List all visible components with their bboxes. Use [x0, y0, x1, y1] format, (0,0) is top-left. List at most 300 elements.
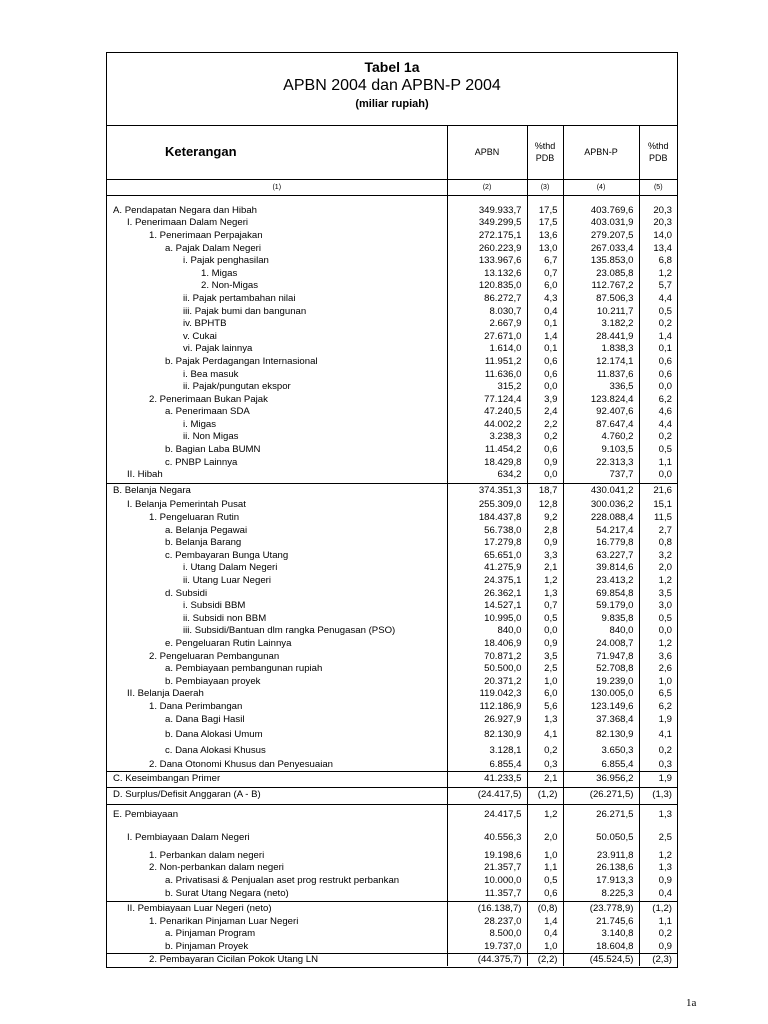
apbn-pct-pdb: 1,2 — [527, 574, 563, 587]
apbn-value: 349.933,7 — [447, 204, 527, 217]
apbn-value: 120.835,0 — [447, 280, 527, 293]
apbn-p-pct-pdb: 1,0 — [639, 675, 677, 688]
apbn-p-value: 87.647,4 — [563, 418, 639, 431]
apbn-p-value: 300.036,2 — [563, 499, 639, 512]
row-label: 2. Non-Migas — [201, 280, 259, 292]
apbn-value: 112.186,9 — [447, 700, 527, 713]
apbn-p-pct-pdb: 0,0 — [639, 468, 677, 481]
apbn-p-pct-pdb: 0,6 — [639, 368, 677, 381]
apbn-p-value: 3.140,8 — [563, 928, 639, 941]
row-label: B. Belanja Negara — [107, 484, 447, 497]
apbn-value: 3.238,3 — [447, 431, 527, 444]
apbn-value: 255.309,0 — [447, 499, 527, 512]
apbn-p-pct-pdb: 0,1 — [639, 343, 677, 356]
row-label: I. Penerimaan Dalam Negeri — [127, 217, 249, 229]
table-row — [107, 637, 677, 650]
apbn-p-pct-pdb: 6,2 — [639, 700, 677, 713]
row-label: E. Pembiayaan — [107, 804, 447, 825]
apbn-p-value: 123.824,4 — [563, 393, 639, 406]
apbn-p-pct-pdb: 6,8 — [639, 254, 677, 267]
apbn-value: 374.351,3 — [447, 484, 527, 497]
apbn-p-pct-pdb: 1,9 — [639, 713, 677, 727]
table-row — [107, 511, 677, 524]
apbn-pct-pdb: 2,0 — [527, 831, 563, 844]
apbn-value: 349.299,5 — [447, 217, 527, 230]
apbn-pct-pdb: 0,1 — [527, 317, 563, 330]
apbn-value: 24.375,1 — [447, 574, 527, 587]
apbn-p-value: 23.085,8 — [563, 267, 639, 280]
table-number: Tabel 1a — [364, 59, 420, 75]
table-row — [107, 887, 677, 900]
apbn-p-pct-pdb: 1,3 — [639, 804, 677, 825]
apbn-value: 315,2 — [447, 380, 527, 393]
table-frame — [106, 52, 678, 968]
apbn-p-pct-pdb: 1,2 — [639, 637, 677, 650]
spacer-cell — [563, 196, 639, 205]
table-row — [107, 524, 677, 537]
row-label: 1. Penerimaan Perpajakan — [149, 229, 263, 241]
row-label: e. Pengeluaran Rutin Lainnya — [165, 637, 292, 649]
apbn-p-value: 12.174,1 — [563, 355, 639, 368]
apbn-value: 40.556,3 — [447, 831, 527, 844]
row-label: 2. Non-perbankan dalam negeri — [149, 862, 284, 874]
apbn-value: 2.667,9 — [447, 317, 527, 330]
apbn-value: 65.651,0 — [447, 549, 527, 562]
apbn-pct-pdb: 17,5 — [527, 217, 563, 230]
table-row — [107, 562, 677, 575]
apbn-pct-pdb: 0,9 — [527, 536, 563, 549]
table-row — [107, 330, 677, 343]
apbn-pct-pdb: 0,6 — [527, 368, 563, 381]
row-label: ii. Non Migas — [183, 431, 239, 443]
apbn-pct-pdb: 1,0 — [527, 675, 563, 688]
apbn-p-value: 17.913,3 — [563, 874, 639, 887]
table-row — [107, 874, 677, 887]
apbn-p-value: 52.708,8 — [563, 662, 639, 675]
apbn-p-pct-pdb: 1,3 — [639, 862, 677, 875]
apbn-p-pct-pdb: 20,3 — [639, 217, 677, 230]
row-label: C. Keseimbangan Primer — [107, 771, 447, 784]
apbn-value: 13.132,6 — [447, 267, 527, 280]
apbn-p-value: 10.211,7 — [563, 305, 639, 318]
apbn-p-value: 8.225,3 — [563, 887, 639, 900]
apbn-p-value: 336,5 — [563, 380, 639, 393]
table-row — [107, 355, 677, 368]
apbn-pct-pdb: 0,6 — [527, 355, 563, 368]
index-cell: (1) — [107, 180, 447, 196]
apbn-p-value: 36.956,2 — [563, 771, 639, 784]
apbn-p-value: 26.271,5 — [563, 804, 639, 825]
apbn-p-value: 28.441,9 — [563, 330, 639, 343]
apbn-p-pct-pdb: (2,3) — [639, 953, 677, 966]
apbn-p-pct-pdb: 2,0 — [639, 562, 677, 575]
table-row — [107, 862, 677, 875]
table-row — [107, 688, 677, 701]
table-row — [107, 406, 677, 419]
row-label: D. Surplus/Defisit Anggaran (A - B) — [107, 788, 447, 801]
row-label: 2. Penerimaan Bukan Pajak — [149, 393, 268, 405]
apbn-pct-pdb: 6,0 — [527, 688, 563, 701]
apbn-value: 44.002,2 — [447, 418, 527, 431]
table-row — [107, 831, 677, 844]
table-row — [107, 953, 677, 966]
apbn-p-value: 135.853,0 — [563, 254, 639, 267]
row-label: b. Dana Alokasi Umum — [165, 729, 263, 741]
apbn-p-value: 228.088,4 — [563, 511, 639, 524]
apbn-pct-pdb: 0,6 — [527, 887, 563, 900]
table-title-box — [107, 53, 677, 126]
apbn-pct-pdb: 12,8 — [527, 499, 563, 512]
apbn-pct-pdb: 18,7 — [527, 484, 563, 497]
apbn-value: 6.855,4 — [447, 759, 527, 772]
apbn-pct-pdb: 0,9 — [527, 637, 563, 650]
spacer-cell — [447, 196, 527, 205]
apbn-p-value: 24.008,7 — [563, 637, 639, 650]
apbn-value: 77.124,4 — [447, 393, 527, 406]
row-label: v. Cukai — [183, 330, 217, 342]
apbn-pct-pdb: 13,6 — [527, 229, 563, 242]
table-row — [107, 242, 677, 255]
apbn-pct-pdb: 4,1 — [527, 727, 563, 743]
apbn-p-pct-pdb: 1,2 — [639, 267, 677, 280]
apbn-pct-pdb: 0,7 — [527, 267, 563, 280]
apbn-p-pct-pdb: 0,5 — [639, 443, 677, 456]
table-row — [107, 380, 677, 393]
table-row — [107, 713, 677, 727]
apbn-p-value: 403.031,9 — [563, 217, 639, 230]
apbn-p-value: 3.650,3 — [563, 743, 639, 759]
apbn-value: 1.614,0 — [447, 343, 527, 356]
apbn-value: 21.357,7 — [447, 862, 527, 875]
row-label: c. PNBP Lainnya — [165, 456, 238, 468]
table-row — [107, 418, 677, 431]
row-label: II. Belanja Daerah — [127, 688, 204, 700]
table-row — [107, 743, 677, 759]
apbn-p-pct-pdb: 0,4 — [639, 887, 677, 900]
row-label: 1. Penarikan Pinjaman Luar Negeri — [149, 915, 299, 927]
row-label: a. Penerimaan SDA — [165, 406, 250, 418]
row-label: a. Pembiayaan pembangunan rupiah — [165, 663, 323, 675]
apbn-p-value: 87.506,3 — [563, 292, 639, 305]
apbn-p-value: 267.033,4 — [563, 242, 639, 255]
apbn-p-value: 3.182,2 — [563, 317, 639, 330]
apbn-pct-pdb: 0,2 — [527, 743, 563, 759]
apbn-p-pct-pdb: 0,5 — [639, 612, 677, 625]
apbn-p-value: 69.854,8 — [563, 587, 639, 600]
index-cell: (4) — [563, 180, 639, 196]
apbn-p-pct-pdb: 4,1 — [639, 727, 677, 743]
apbn-value: 19.198,6 — [447, 849, 527, 862]
table-row — [107, 217, 677, 230]
row-label: vi. Pajak lainnya — [183, 343, 253, 355]
apbn-p-pct-pdb: 4,6 — [639, 406, 677, 419]
apbn-p-pct-pdb: 0,2 — [639, 317, 677, 330]
apbn-p-pct-pdb: 14,0 — [639, 229, 677, 242]
apbn-value: 50.500,0 — [447, 662, 527, 675]
apbn-value: 840,0 — [447, 625, 527, 638]
table-row — [107, 902, 677, 915]
apbn-pct-pdb: 1,2 — [527, 804, 563, 825]
apbn-value: 26.362,1 — [447, 587, 527, 600]
apbn-p-pct-pdb: 0,2 — [639, 743, 677, 759]
spacer-cell — [527, 196, 563, 205]
apbn-p-pct-pdb: 0,6 — [639, 355, 677, 368]
apbn-p-pct-pdb: 1,9 — [639, 771, 677, 784]
apbn-p-value: (23.778,9) — [563, 902, 639, 915]
apbn-pct-pdb: 0,4 — [527, 305, 563, 318]
table-title: APBN 2004 dan APBN-P 2004 — [283, 77, 501, 94]
apbn-p-pct-pdb: 2,6 — [639, 662, 677, 675]
row-label: ii. Subsidi non BBM — [183, 612, 267, 624]
apbn-value: 24.417,5 — [447, 804, 527, 825]
apbn-p-pct-pdb: 0,2 — [639, 928, 677, 941]
apbn-p-value: 403.769,6 — [563, 204, 639, 217]
row-label: b. Pinjaman Proyek — [165, 940, 249, 952]
apbn-pct-pdb: 1,4 — [527, 330, 563, 343]
apbn-pct-pdb: 5,6 — [527, 700, 563, 713]
table-row — [107, 267, 677, 280]
apbn-pct-pdb: (1,2) — [527, 788, 563, 801]
row-label: ii. Pajak/pungutan ekspor — [183, 381, 291, 393]
apbn-p-value: 21.745,6 — [563, 915, 639, 928]
apbn-pct-pdb: 17,5 — [527, 204, 563, 217]
apbn-pct-pdb: 2,5 — [527, 662, 563, 675]
table-row — [107, 443, 677, 456]
index-row — [107, 180, 677, 196]
apbn-pct-pdb: 1,3 — [527, 713, 563, 727]
row-label: A. Pendapatan Negara dan Hibah — [113, 204, 258, 216]
table-row — [107, 675, 677, 688]
apbn-pct-pdb: 4,3 — [527, 292, 563, 305]
row-label: d. Subsidi — [165, 587, 208, 599]
apbn-pct-pdb: 0,5 — [527, 612, 563, 625]
apbn-p-value: 59.179,0 — [563, 599, 639, 612]
table-row — [107, 625, 677, 638]
table-row — [107, 229, 677, 242]
apbn-value: 184.437,8 — [447, 511, 527, 524]
apbn-p-pct-pdb: 1,1 — [639, 456, 677, 469]
apbn-value: 27.671,0 — [447, 330, 527, 343]
apbn-p-pct-pdb: 2,7 — [639, 524, 677, 537]
apbn-p-pct-pdb: 6,5 — [639, 688, 677, 701]
table-row — [107, 317, 677, 330]
apbn-p-pct-pdb: 3,6 — [639, 650, 677, 663]
apbn-p-pct-pdb: 13,4 — [639, 242, 677, 255]
apbn-value: 20.371,2 — [447, 675, 527, 688]
apbn-pct-pdb: 0,4 — [527, 928, 563, 941]
table-row — [107, 431, 677, 444]
row-label: b. Belanja Barang — [165, 537, 242, 549]
table-row — [107, 536, 677, 549]
table-row — [107, 727, 677, 743]
apbn-pct-pdb: 0,5 — [527, 874, 563, 887]
apbn-p-pct-pdb: 0,0 — [639, 625, 677, 638]
row-label: 1. Dana Perimbangan — [149, 700, 243, 712]
row-label: iii. Subsidi/Bantuan dlm rangka Penugasan (PSO) — [183, 625, 396, 637]
row-label: i. Pajak penghasilan — [183, 255, 269, 267]
apbn-p-pct-pdb: 0,3 — [639, 759, 677, 772]
row-label: b. Surat Utang Negara (neto) — [165, 887, 289, 899]
apbn-p-value: 92.407,6 — [563, 406, 639, 419]
apbn-p-pct-pdb: 3,2 — [639, 549, 677, 562]
apbn-p-value: 9.835,8 — [563, 612, 639, 625]
apbn-pct-pdb: 3,5 — [527, 650, 563, 663]
table-unit: (miliar rupiah) — [355, 98, 429, 110]
table-row — [107, 280, 677, 293]
header-pct-pdb-apbn-p: %thd PDB — [639, 125, 677, 180]
apbn-value: (44.375,7) — [447, 953, 527, 966]
row-label: 1. Migas — [201, 267, 238, 279]
row-label: 2. Dana Otonomi Khusus dan Penyesuaian — [149, 759, 334, 771]
table-row — [107, 305, 677, 318]
apbn-pct-pdb: 0,0 — [527, 468, 563, 481]
table-row — [107, 587, 677, 600]
index-cell: (5) — [639, 180, 677, 196]
row-label: i. Migas — [183, 418, 217, 430]
apbn-p-value: 23.413,2 — [563, 574, 639, 587]
apbn-value: 56.738,0 — [447, 524, 527, 537]
apbn-value: 26.927,9 — [447, 713, 527, 727]
row-label: 2. Pembayaran Cicilan Pokok Utang LN — [107, 953, 447, 966]
table-row — [107, 928, 677, 941]
apbn-p-value: 16.779,8 — [563, 536, 639, 549]
row-label: c. Dana Alokasi Khusus — [165, 745, 266, 757]
apbn-value: 47.240,5 — [447, 406, 527, 419]
apbn-value: 260.223,9 — [447, 242, 527, 255]
apbn-value: 119.042,3 — [447, 688, 527, 701]
row-label: II. Hibah — [127, 469, 163, 481]
apbn-pct-pdb: 1,3 — [527, 587, 563, 600]
row-label: c. Pembayaran Bunga Utang — [165, 549, 289, 561]
apbn-p-pct-pdb: (1,2) — [639, 902, 677, 915]
apbn-p-pct-pdb: 1,1 — [639, 915, 677, 928]
apbn-p-value: 63.227,7 — [563, 549, 639, 562]
apbn-pct-pdb: 0,0 — [527, 380, 563, 393]
row-label: a. Privatisasi & Penjualan aset prog restrukt perbankan — [165, 874, 400, 886]
apbn-p-value: 737,7 — [563, 468, 639, 481]
apbn-p-value: 1.838,3 — [563, 343, 639, 356]
apbn-p-value: 26.138,6 — [563, 862, 639, 875]
apbn-p-pct-pdb: 0,5 — [639, 305, 677, 318]
apbn-p-value: 37.368,4 — [563, 713, 639, 727]
header-pct-pdb-apbn: %thd PDB — [527, 125, 563, 180]
apbn-value: 14.527,1 — [447, 599, 527, 612]
apbn-pct-pdb: 2,1 — [527, 771, 563, 784]
page-number: 1a — [686, 997, 697, 1009]
apbn-value: 18.406,9 — [447, 637, 527, 650]
table-row — [107, 468, 677, 481]
apbn-p-value: (26.271,5) — [563, 788, 639, 801]
apbn-value: (16.138,7) — [447, 902, 527, 915]
header-apbn: APBN — [447, 125, 527, 180]
apbn-p-pct-pdb: 6,2 — [639, 393, 677, 406]
row-label: I. Belanja Pemerintah Pusat — [127, 499, 246, 511]
apbn-value: 3.128,1 — [447, 743, 527, 759]
apbn-pct-pdb: 3,3 — [527, 549, 563, 562]
table-row — [107, 368, 677, 381]
apbn-value: 82.130,9 — [447, 727, 527, 743]
apbn-value: 8.500,0 — [447, 928, 527, 941]
apbn-p-value: 54.217,4 — [563, 524, 639, 537]
header-keterangan: Keterangan — [107, 125, 447, 180]
table-row — [107, 804, 677, 825]
index-cell: (3) — [527, 180, 563, 196]
apbn-pct-pdb: 1,4 — [527, 915, 563, 928]
index-cell: (2) — [447, 180, 527, 196]
budget-table — [107, 125, 677, 966]
apbn-p-value: 50.050,5 — [563, 831, 639, 844]
apbn-p-pct-pdb: 1,4 — [639, 330, 677, 343]
apbn-p-pct-pdb: 3,5 — [639, 587, 677, 600]
apbn-pct-pdb: 1,0 — [527, 940, 563, 953]
table-row — [107, 254, 677, 267]
row-label: iii. Pajak bumi dan bangunan — [183, 305, 307, 317]
apbn-p-value: 130.005,0 — [563, 688, 639, 701]
apbn-p-value: 9.103,5 — [563, 443, 639, 456]
apbn-pct-pdb: 1,1 — [527, 862, 563, 875]
header-apbn-p: APBN-P — [563, 125, 639, 180]
apbn-p-pct-pdb: 3,0 — [639, 599, 677, 612]
apbn-p-value: 840,0 — [563, 625, 639, 638]
table-row — [107, 849, 677, 862]
apbn-p-value: (45.524,5) — [563, 953, 639, 966]
row-label: i. Utang Dalam Negeri — [183, 562, 278, 574]
apbn-p-pct-pdb: 1,2 — [639, 574, 677, 587]
apbn-p-value: 71.947,8 — [563, 650, 639, 663]
table-row — [107, 393, 677, 406]
apbn-p-pct-pdb: 21,6 — [639, 484, 677, 497]
row-label: b. Pajak Perdagangan Internasional — [165, 355, 318, 367]
apbn-pct-pdb: 2,2 — [527, 418, 563, 431]
apbn-pct-pdb: 13,0 — [527, 242, 563, 255]
table-row — [107, 771, 677, 784]
row-label: ii. Pajak pertambahan nilai — [183, 292, 296, 304]
table-row — [107, 574, 677, 587]
table-row — [107, 484, 677, 497]
apbn-pct-pdb: 1,0 — [527, 849, 563, 862]
apbn-p-pct-pdb: 0,9 — [639, 874, 677, 887]
row-label: a. Belanja Pegawai — [165, 524, 248, 536]
row-label: i. Subsidi BBM — [183, 600, 246, 612]
apbn-p-pct-pdb: 5,7 — [639, 280, 677, 293]
apbn-p-value: 22.313,3 — [563, 456, 639, 469]
apbn-pct-pdb: 0,2 — [527, 431, 563, 444]
table-row — [107, 204, 677, 217]
spacer-cell — [639, 196, 677, 205]
apbn-p-value: 112.767,2 — [563, 280, 639, 293]
table-row — [107, 940, 677, 953]
apbn-pct-pdb: 6,7 — [527, 254, 563, 267]
table-row — [107, 292, 677, 305]
apbn-pct-pdb: 2,4 — [527, 406, 563, 419]
apbn-value: 28.237,0 — [447, 915, 527, 928]
header-row — [107, 125, 677, 180]
row-label: 1. Perbankan dalam negeri — [149, 849, 265, 861]
row-label: a. Dana Bagi Hasil — [165, 714, 245, 726]
table-row — [107, 499, 677, 512]
apbn-p-pct-pdb: 0,9 — [639, 940, 677, 953]
apbn-p-pct-pdb: 2,5 — [639, 831, 677, 844]
row-label: b. Bagian Laba BUMN — [165, 444, 261, 456]
apbn-p-pct-pdb: 0,0 — [639, 380, 677, 393]
table-row — [107, 700, 677, 713]
apbn-p-pct-pdb: 15,1 — [639, 499, 677, 512]
row-label: II. Pembiayaan Luar Negeri (neto) — [107, 902, 447, 915]
apbn-pct-pdb: (2,2) — [527, 953, 563, 966]
row-label: iv. BPHTB — [183, 318, 227, 330]
row-label: b. Pembiayaan proyek — [165, 675, 261, 687]
table-row — [107, 343, 677, 356]
